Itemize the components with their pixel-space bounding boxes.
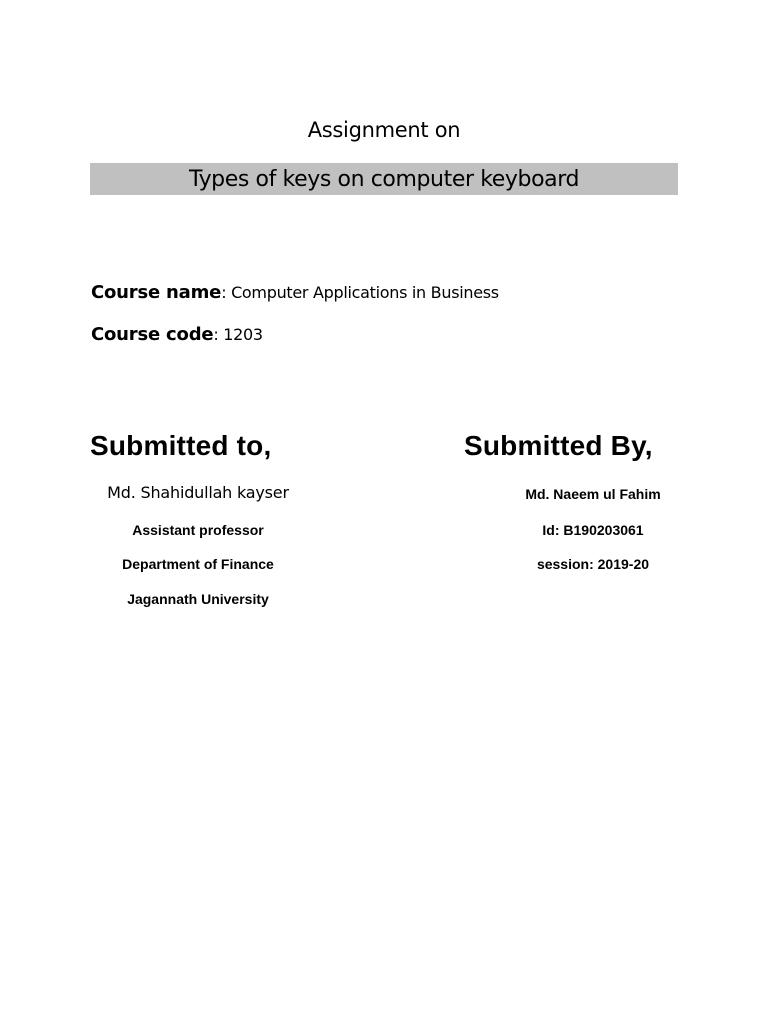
course-code-value: : 1203 <box>213 325 263 344</box>
student-name: Md. Naeem ul Fahim <box>525 486 661 502</box>
student-id: Id: B190203061 <box>542 522 644 538</box>
course-name-value: : Computer Applications in Business <box>221 283 499 302</box>
submitted-by-heading: Submitted By, <box>464 430 653 461</box>
course-name-line <box>91 282 499 303</box>
assignment-on-text: Assignment on <box>307 118 461 142</box>
student-session: session: 2019-20 <box>536 556 650 572</box>
teacher-designation: Assistant professor <box>132 522 264 538</box>
assignment-title: Types of keys on computer keyboard <box>188 167 580 192</box>
course-code-line <box>91 324 263 345</box>
teacher-university: Jagannath University <box>127 591 269 607</box>
course-code-label: Course code <box>91 324 214 345</box>
teacher-name: Md. Shahidullah kayser <box>107 483 289 502</box>
submitted-to-heading: Submitted to, <box>90 430 272 461</box>
course-name-label: Course name <box>91 282 222 303</box>
teacher-department: Department of Finance <box>122 556 274 572</box>
